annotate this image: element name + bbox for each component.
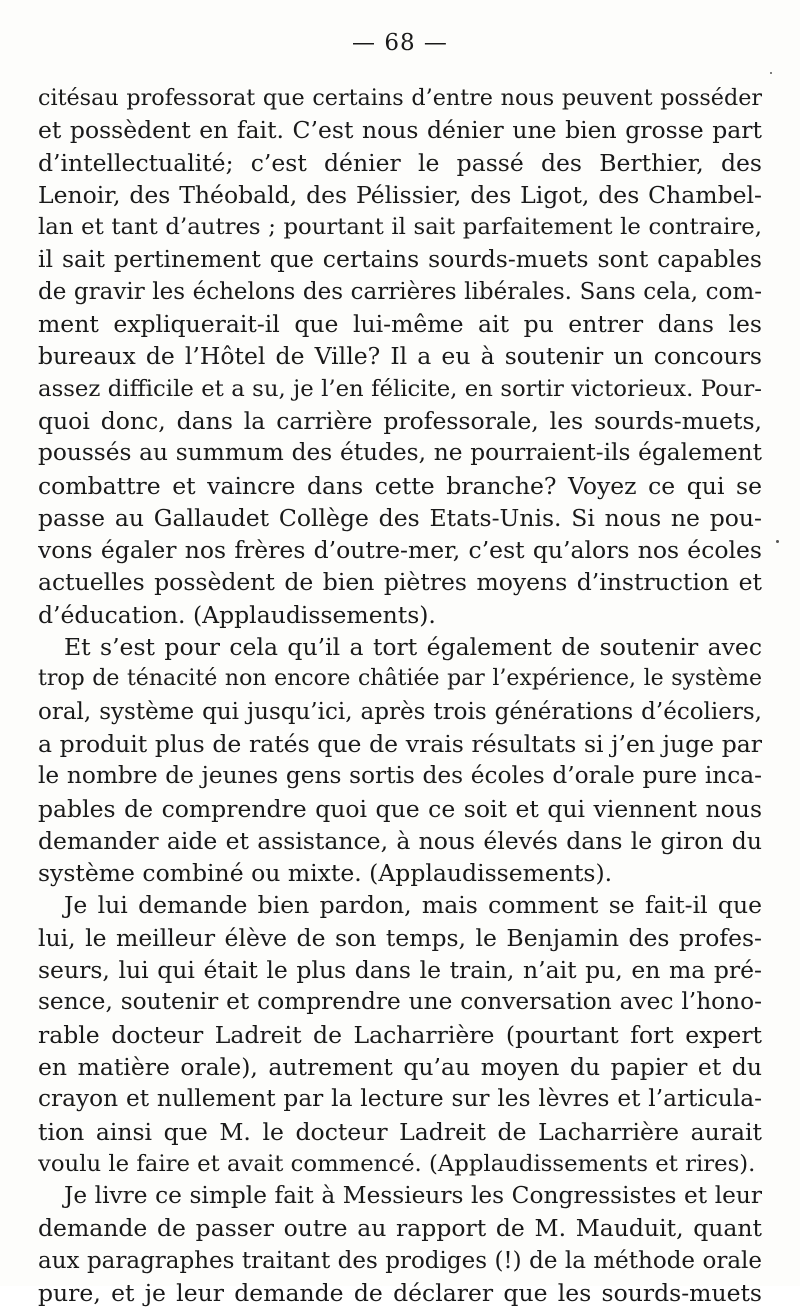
text-line: oral, système qui jusqu’ici, après trois générations d’écoliers, [38, 698, 762, 725]
text-line: en matière orale), autrement qu’au moyen du papier et du [38, 1052, 762, 1081]
page-number: — 68 — [352, 30, 448, 56]
text-line: vons égaler nos frères d’outre-mer, c’est qu’alors nos écoles [38, 536, 762, 565]
text-line: lui, le meilleur élève de son temps, le Benjamin des profes- [38, 923, 762, 952]
text-line: le nombre de jeunes gens sortis des écoles d’orale pure inca- [38, 762, 762, 790]
text-line: poussés au summum des études, ne pourraient-ils également [38, 439, 762, 467]
text-line: pables de comprendre quoi que ce soit et qui viennent nous [38, 794, 762, 823]
text-line: tion ainsi que M. le docteur Ladreit de Lacharrière aurait [38, 1117, 762, 1146]
text-line: rable docteur Ladreit de Lacharrière (pourtant fort expert [38, 1020, 762, 1049]
text-line: crayon et nullement par la lecture sur les lèvres et l’articula- [38, 1085, 762, 1113]
text-line: aux paragraphes traitant des prodiges (!) de la méthode orale [38, 1247, 762, 1274]
text-line: d’intellectualité; c’est dénier le passé des Berthier, des [38, 148, 762, 177]
text-line: voulu le faire et avait commencé. (Applaudissements et rires). [38, 1150, 756, 1177]
text-line: Lenoir, des Théobald, des Pélissier, des Ligot, des Chambel- [38, 180, 762, 209]
text-line: d’éducation. (Applaudissements). [38, 600, 436, 629]
text-line: Je lui demande bien pardon, mais comment se fait-il que [64, 891, 762, 920]
text-line: demander aide et assistance, à nous élevés dans le giron du [38, 826, 762, 855]
text-line: assez difficile et a su, je l’en félicite, en sortir victorieux. Pour- [38, 375, 762, 402]
text-line: de gravir les échelons des carrières libérales. Sans cela, com- [38, 278, 762, 305]
text-line: citésau professorat que certains d’entre nous peuvent posséder [38, 85, 762, 111]
text-line: Je livre ce simple fait à Messieurs les Congressistes et leur [64, 1182, 762, 1210]
text-line: actuelles possèdent de bien piètres moyens d’instruction et [38, 568, 762, 597]
print-speck [770, 72, 772, 74]
text-line: combattre et vaincre dans cette branche? Voyez ce qui se [38, 471, 762, 500]
text-line: et possèdent en fait. C’est nous dénier une bien grosse part [38, 116, 762, 145]
text-line: lan et tant d’autres ; pourtant il sait parfaitement le contraire, [38, 214, 762, 241]
text-line: Et s’est pour cela qu’il a tort également de soutenir avec [64, 633, 762, 662]
text-line: passe au Gallaudet Collège des Etats-Unis. Si nous ne pou- [38, 503, 762, 532]
text-line: il sait pertinement que certains sourds-muets sont capables [38, 245, 762, 274]
text-line: quoi donc, dans la carrière professorale, les sourds-muets, [38, 406, 762, 435]
text-line: a produit plus de ratés que de vrais résultats si j’en juge par [38, 729, 762, 758]
text-line: trop de ténacité non encore châtiée par l’expérience, le système [38, 666, 762, 692]
text-line: demande de passer outre au rapport de M. Mauduit, quant [38, 1214, 762, 1243]
text-line: système combiné ou mixte. (Applaudissements). [38, 859, 613, 888]
text-line: pure, et je leur demande de déclarer que les sourds-muets [38, 1278, 762, 1307]
text-line: ment expliquerait-il que lui-même ait pu entrer dans les [38, 310, 762, 339]
text-line: bureaux de l’Hôtel de Ville? Il a eu à soutenir un concours [38, 342, 762, 371]
body-text [38, 82, 762, 1309]
text-line: seurs, lui qui était le plus dans le train, n’ait pu, en ma pré- [38, 956, 762, 985]
text-line: sence, soutenir et comprendre une conversation avec l’hono- [38, 988, 762, 1016]
print-speck [776, 540, 779, 543]
